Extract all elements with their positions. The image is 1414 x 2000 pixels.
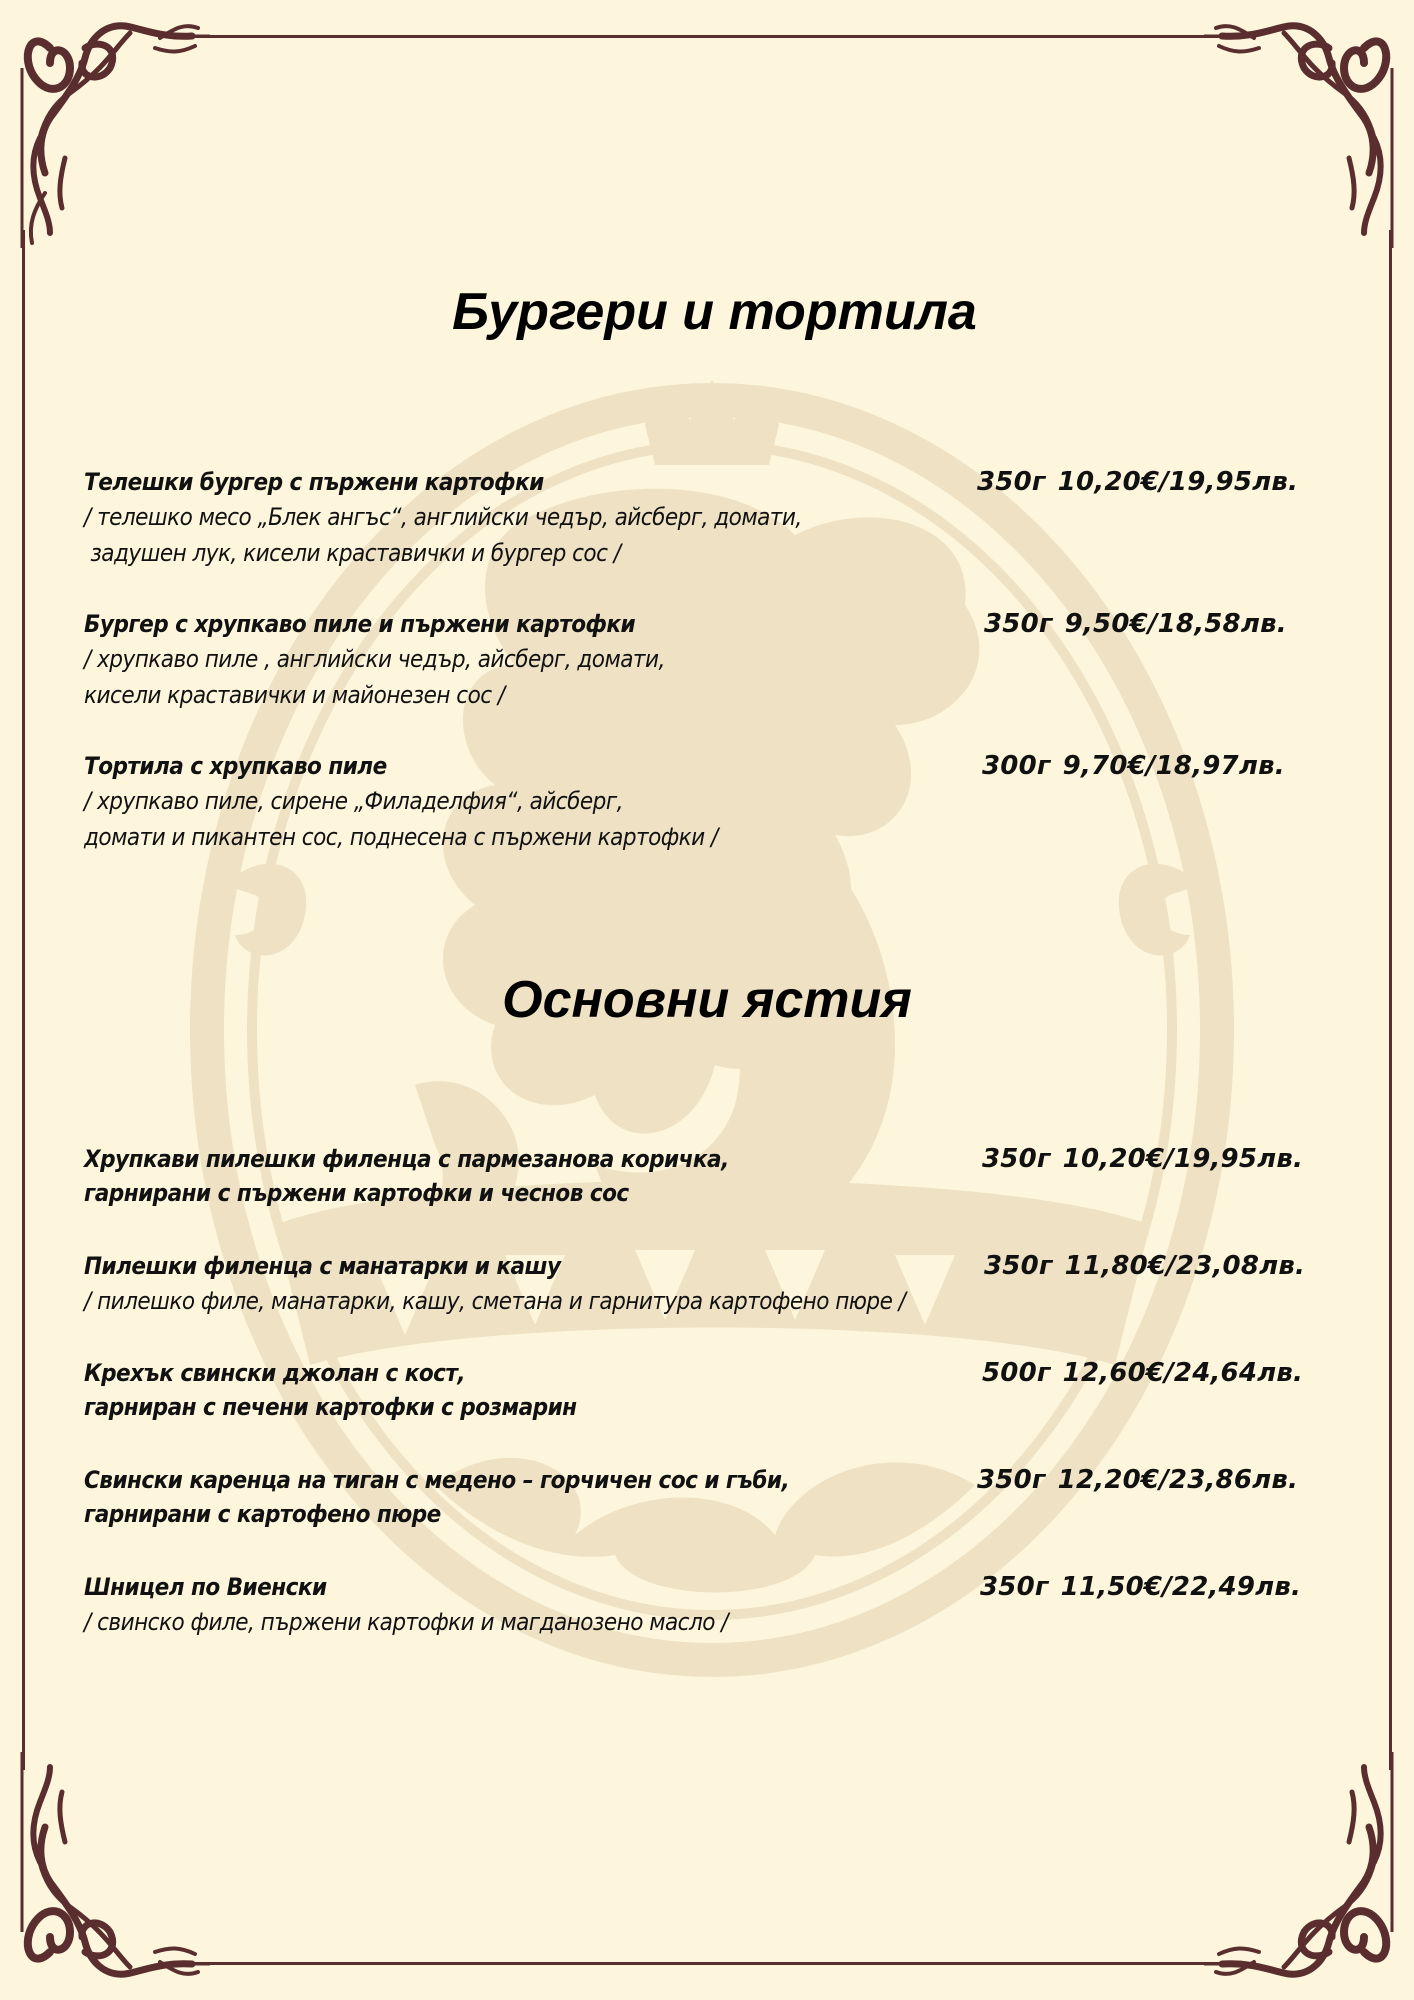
- item-name: Бургер с хрупкаво пиле и пържени картофки: [84, 610, 636, 638]
- item-price-value: 11,50€/22,49лв.: [1060, 1572, 1302, 1602]
- item-weight: 300г: [982, 751, 1051, 781]
- menu-item: [84, 607, 1334, 713]
- corner-ornament-icon: [1204, 1752, 1404, 1992]
- item-name: Пилешки филенца с манатарки и кашу: [84, 1252, 561, 1280]
- menu-item: [84, 1356, 1334, 1424]
- item-weight: 350г: [982, 1144, 1051, 1174]
- item-name: Крехък свински джолан с кост,: [84, 1359, 466, 1387]
- item-price-value: 9,70€/18,97лв.: [1062, 751, 1285, 781]
- item-price-value: 12,20€/23,86лв.: [1057, 1465, 1299, 1495]
- corner-ornament-icon: [1204, 8, 1404, 248]
- item-price: [977, 1463, 1298, 1497]
- item-price: [982, 1142, 1303, 1176]
- item-price: [982, 1356, 1303, 1390]
- item-name: Хрупкави пилешки филенца с пармезанова коричка,: [84, 1145, 729, 1173]
- item-price-value: 11,80€/23,08лв.: [1064, 1251, 1306, 1281]
- corner-ornament-icon: [10, 8, 210, 248]
- item-name-line2: гарнирани с пържени картофки и чеснов сос: [84, 1179, 629, 1207]
- item-price-value: 12,60€/24,64лв.: [1062, 1358, 1304, 1388]
- item-price-value: 10,20€/19,95лв.: [1057, 467, 1299, 497]
- item-price: [980, 1570, 1301, 1604]
- item-price: [984, 1249, 1305, 1283]
- item-description: / хрупкаво пиле , английски чедър, айсберг, домати,: [84, 645, 665, 673]
- item-weight: 350г: [977, 1465, 1046, 1495]
- menu-item: [84, 1463, 1334, 1531]
- menu-item: [84, 1142, 1334, 1210]
- menu-item: [84, 465, 1334, 571]
- item-name-line2: гарнирани с картофено пюре: [84, 1500, 441, 1528]
- item-name: Телешки бургер с пържени картофки: [84, 468, 544, 496]
- menu-item: [84, 749, 1334, 855]
- item-description: кисели краставички и майонезен сос /: [84, 681, 505, 709]
- item-weight: 350г: [980, 1572, 1049, 1602]
- frame-bottom-border: [190, 1962, 1224, 1965]
- item-weight: 350г: [977, 467, 1046, 497]
- item-name: Шницел по Виенски: [84, 1573, 327, 1601]
- menu-item: [84, 1249, 1334, 1319]
- item-name-line2: гарниран с печени картофки с розмарин: [84, 1393, 577, 1421]
- item-weight: 350г: [984, 1251, 1053, 1281]
- item-weight: 500г: [982, 1358, 1051, 1388]
- corner-ornament-icon: [10, 1752, 210, 1992]
- item-description: / пилешко филе, манатарки, кашу, сметана и гарнитура картофено пюре /: [84, 1287, 906, 1315]
- item-price-value: 9,50€/18,58лв.: [1064, 609, 1287, 639]
- frame-top-border: [190, 35, 1224, 38]
- section-title-burgers: Бургери и тортила: [452, 283, 977, 341]
- item-name: Свински каренца на тиган с медено – горчичен сос и гъби,: [84, 1466, 790, 1494]
- item-description: / телешко месо „Блек ангъс“, английски чедър, айсберг, домати,: [84, 503, 802, 531]
- item-description: / свинско филе, пържени картофки и магданозено масло /: [84, 1608, 729, 1636]
- item-name: Тортила с хрупкаво пиле: [84, 752, 387, 780]
- item-description: домати и пикантен сос, поднесена с пържени картофки /: [84, 823, 718, 851]
- menu-item: [84, 1570, 1334, 1640]
- item-weight: 350г: [984, 609, 1053, 639]
- item-price: [982, 749, 1285, 783]
- item-price-value: 10,20€/19,95лв.: [1062, 1144, 1304, 1174]
- item-description: задушен лук, кисели краставички и бургер сос /: [84, 539, 621, 567]
- item-price: [977, 465, 1298, 499]
- section-title-main-dishes: Основни ястия: [502, 971, 912, 1029]
- item-description: / хрупкаво пиле, сирене „Филаделфия“, айсберг,: [84, 787, 623, 815]
- item-price: [984, 607, 1287, 641]
